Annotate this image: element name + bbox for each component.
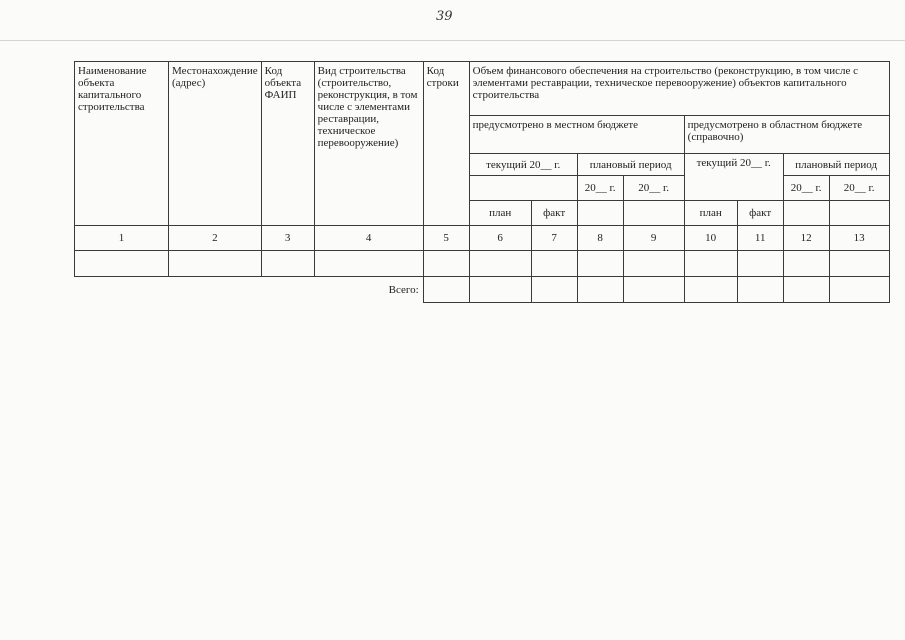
header-row-code: Код строки [423, 62, 469, 226]
header-local-plan-year-2: 20__ г. [623, 176, 684, 201]
header-regional-plan-year-2: 20__ г. [829, 176, 889, 201]
column-number-row [75, 226, 890, 251]
page-number: 39 [436, 9, 453, 24]
total-cell [469, 277, 531, 303]
column-number: 6 [469, 226, 531, 251]
table-cell [783, 251, 829, 277]
column-number: 10 [684, 226, 737, 251]
total-cell [577, 277, 623, 303]
header-faip-code: Код объекта ФАИП [261, 62, 314, 226]
table-cell [169, 251, 262, 277]
header-local-spacer-2 [623, 201, 684, 226]
column-number: 2 [169, 226, 262, 251]
header-regional-current-year: текущий 20__ г. [684, 154, 783, 201]
header-regional-spacer-2 [829, 201, 889, 226]
total-cell [829, 277, 889, 303]
total-cell [423, 277, 469, 303]
header-regional-plan: план [684, 201, 737, 226]
column-number: 7 [531, 226, 577, 251]
header-local-current-year: текущий 20__ г. [469, 154, 577, 176]
column-number: 11 [737, 226, 783, 251]
header-regional-spacer-1 [783, 201, 829, 226]
column-number: 8 [577, 226, 623, 251]
header-local-spacer-1 [577, 201, 623, 226]
header-local-plan-year-1: 20__ г. [577, 176, 623, 201]
total-cell [531, 277, 577, 303]
column-number: 1 [75, 226, 169, 251]
table-cell [314, 251, 423, 277]
header-local-fact: факт [531, 201, 577, 226]
header-local-planning-period: плановый период [577, 154, 684, 176]
column-number: 13 [829, 226, 889, 251]
table-cell [531, 251, 577, 277]
header-regional-planning-period: плановый период [783, 154, 889, 176]
total-cell [737, 277, 783, 303]
table-cell [75, 251, 169, 277]
table-cell [423, 251, 469, 277]
financing-table [74, 61, 890, 303]
total-cell [684, 277, 737, 303]
table-cell [829, 251, 889, 277]
column-number: 9 [623, 226, 684, 251]
header-construction-type: Вид строительства (строительство, реконструкция, в том числе с элементами реставрации, техническое перевооружение) [314, 62, 423, 226]
header-location: Местонахождение (адрес) [169, 62, 262, 226]
table-cell [623, 251, 684, 277]
table-row [75, 251, 890, 277]
column-number: 3 [261, 226, 314, 251]
table-cell [261, 251, 314, 277]
table-cell [684, 251, 737, 277]
total-row [75, 277, 890, 303]
header-regional-plan-year-1: 20__ г. [783, 176, 829, 201]
header-regional-fact: факт [737, 201, 783, 226]
table-cell [577, 251, 623, 277]
header-regional-budget: предусмотрено в областном бюджете (справочно) [684, 116, 889, 154]
header-local-current-year-spacer [469, 176, 577, 201]
column-number: 5 [423, 226, 469, 251]
header-local-plan: план [469, 201, 531, 226]
column-number: 12 [783, 226, 829, 251]
column-number: 4 [314, 226, 423, 251]
header-object-name: Наименование объекта капитального строительства [75, 62, 169, 226]
total-label: Всего: [388, 283, 419, 296]
total-cell [623, 277, 684, 303]
table-cell [469, 251, 531, 277]
header-financing-volume: Объем финансового обеспечения на строительство (реконструкцию, в том числе с элементами реставрации, техническое перевооружение) объектов капитального строительства [469, 62, 889, 116]
top-divider [0, 40, 905, 41]
header-local-budget: предусмотрено в местном бюджете [469, 116, 684, 154]
table-cell [737, 251, 783, 277]
total-cell [783, 277, 829, 303]
